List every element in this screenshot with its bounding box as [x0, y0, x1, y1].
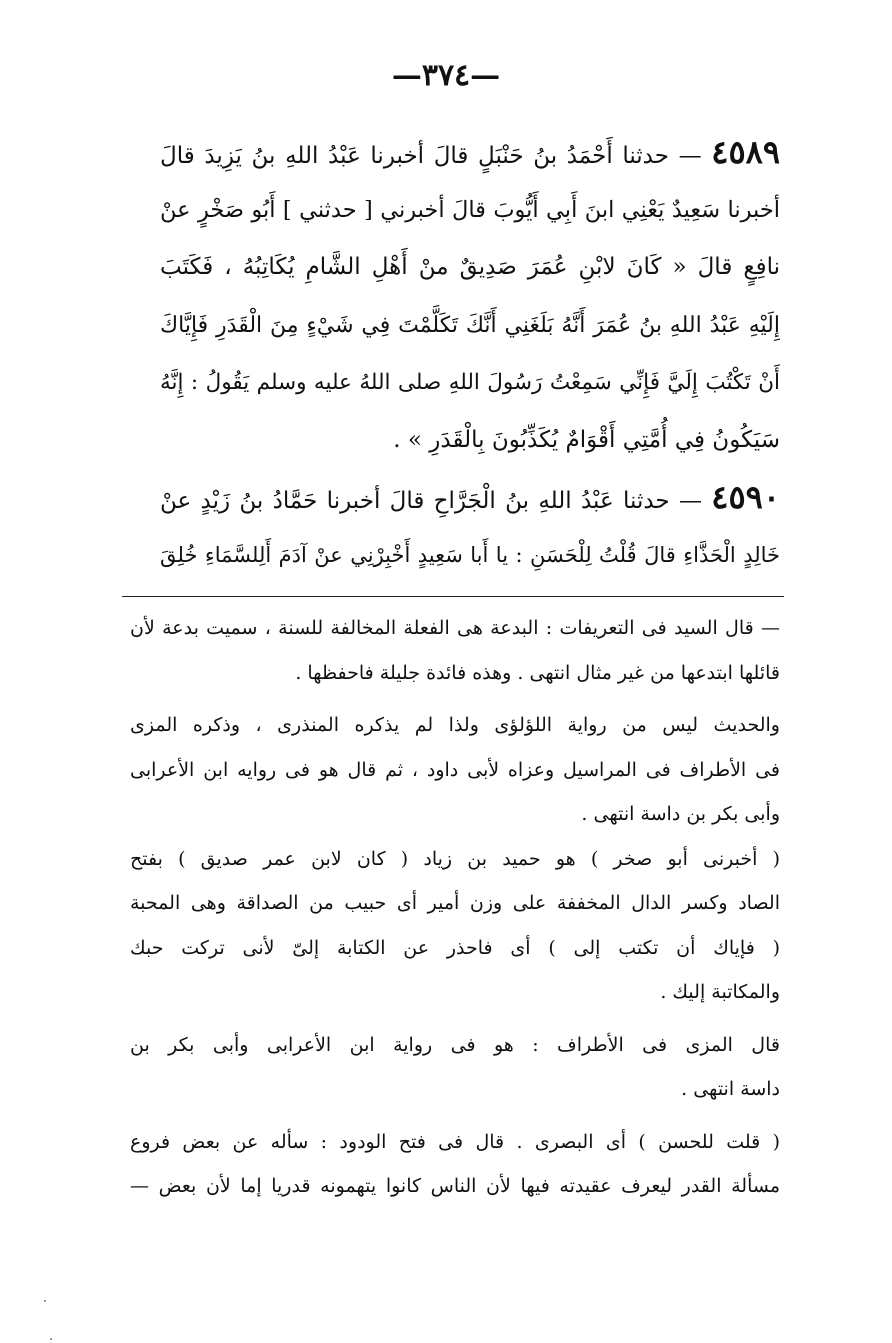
hadith-line: سَيَكُونُ فِي أُمَّتِي أَقْوَامٌ يُكَذِّبُونَ بِالْقَدَرِ » . — [393, 426, 780, 453]
hadith-number: ٤٥٩٠ — [711, 478, 780, 516]
hadith-line — [160, 124, 780, 182]
footnote-paragraph — [130, 1120, 780, 1209]
footnote-line: والمكاتبة إليك . — [660, 981, 780, 1003]
footnote-line: داسة انتهى . — [681, 1078, 780, 1100]
footnote-line: — قال السيد فى التعريفات : البدعة هى الفعلة المخالفة للسنة ، سميت بدعة لأن — [130, 617, 780, 639]
hadith-line: خَالِدٍ الْحَذَّاءِ قالَ قُلْتُ لِلْحَسَنِ : يا أَبا سَعِيدٍ أَخْبِرْنِي عنْ آدَمَ أَلِلسَّمَاءِ خُلِقَ — [160, 542, 780, 567]
footnote-line: ( فإياك أن تكتب إلى ) أى فاحذر عن الكتابة إلىّ لأنى تركت حبك — [130, 936, 780, 959]
footnote-paragraph — [130, 703, 780, 837]
footnote-line: الصاد وكسر الدال المخففة على وزن أمير أى حبيب من الصداقة وهى المحبة — [130, 892, 780, 914]
scan-speck — [44, 1300, 46, 1302]
footnote-line: والحديث ليس من رواية اللؤلؤى ولذا لم يذكره المنذرى ، وذكره المزى — [130, 714, 780, 736]
footnote-paragraph — [130, 837, 780, 1015]
commentary-block — [130, 606, 780, 1209]
hadith-number: ٤٥٨٩ — [711, 133, 780, 171]
hadith-line: أخبرنا سَعِيدٌ يَعْنِي ابنَ أَبِي أَيُّوبَ قالَ أخبرني [ حدثني ] أَبُو صَخْرٍ عنْ — [160, 196, 780, 223]
hadith-text: — حدثنا عَبْدُ اللهِ بنُ الْجَرَّاحِ قالَ أخبرنا حَمَّادُ بنُ زَيْدٍ عنْ — [160, 488, 702, 514]
footnote-line: قائلها ابتدعها من غير مثال انتهى . وهذه فائدة جليلة فاحفظها . — [295, 661, 780, 684]
footnote-line: وأبى بكر بن داسة انتهى . — [581, 803, 780, 825]
footnote-line: ( أخبرنى أبو صخر ) هو حميد بن زياد ( كان لابن عمر صديق ) بفتح — [130, 847, 780, 870]
hadith-text-block — [160, 124, 780, 584]
footnote-line: مسألة القدر ليعرف عقيدته فيها لأن الناس كانوا يتهمونه قدريا إما لأن بعض — — [130, 1175, 780, 1197]
footnote-line: فى الأطراف فى المراسيل وعزاه لأبى داود ، ثم قال هو فى روايه ابن الأعرابى — [130, 758, 780, 781]
scan-speck — [50, 1338, 52, 1340]
hadith-line: نافِعٍ قالَ « كَانَ لابْنِ عُمَرَ صَدِيقٌ منْ أَهْلِ الشَّامِ يُكَاتِبُهُ ، فَكَتَبَ — [160, 254, 780, 280]
footnote-line: قال المزى فى الأطراف : هو فى رواية ابن الأعرابى وأبى بكر بن — [130, 1033, 780, 1056]
page-number: —٣٧٤— — [391, 58, 501, 93]
footnote-divider — [122, 596, 784, 597]
footnote-paragraph — [130, 606, 780, 695]
hadith-line — [160, 469, 780, 527]
footnote-line: ( قلت للحسن ) أى البصرى . قال فى فتح الودود : سأله عن بعض فروع — [130, 1130, 780, 1153]
hadith-text: — حدثنا أَحْمَدُ بنُ حَنْبَلٍ قالَ أخبرنا عَبْدُ اللهِ بنُ يَزِيدَ قالَ — [160, 143, 702, 169]
footnote-paragraph — [130, 1023, 780, 1112]
hadith-line: أَنْ تَكْتُبَ إِلَيَّ فَإِنِّي سَمِعْتُ رَسُولَ اللهِ صلى اللهُ عليه وسلم يَقُولُ : إِنَّهُ — [160, 370, 780, 395]
hadith-line: إِلَيْهِ عَبْدُ اللهِ بنُ عُمَرَ أَنَّهُ بَلَغَنِي أَنَّكَ تَكَلَّمْتَ فِي شَيْءٍ مِنَ الْقَدَرِ فَإِيَّاكَ — [160, 312, 780, 338]
